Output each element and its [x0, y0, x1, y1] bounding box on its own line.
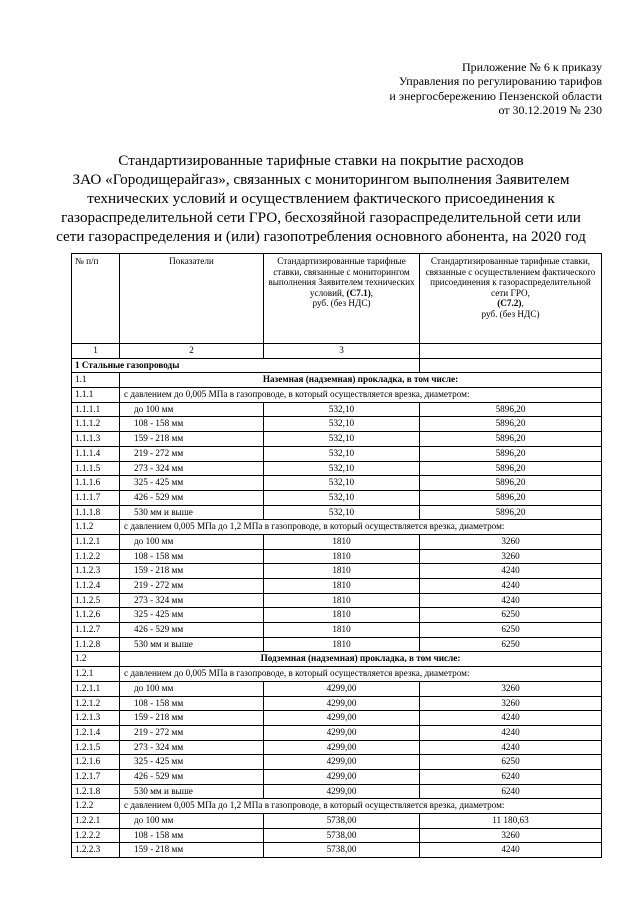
- header-c71: [264, 254, 420, 344]
- group-title: с давлением 0,005 МПа до 1,2 МПа в газопроводе, в который осуществляется врезка, диаметром:: [120, 799, 602, 814]
- row-c71-value: 4299,00: [264, 784, 420, 799]
- section-row: [72, 358, 602, 373]
- row-label: 530 мм и выше: [120, 784, 264, 799]
- row-c71-value: 532,10: [264, 446, 420, 461]
- row-label: 530 мм и выше: [120, 637, 264, 652]
- row-label: 325 - 425 мм: [120, 476, 264, 491]
- row-index: 1.1.1.5: [72, 461, 120, 476]
- row-c71-value: 1810: [264, 608, 420, 623]
- group-1-1-1-rows: [72, 402, 602, 520]
- row-c71-value: 5738,00: [264, 814, 420, 829]
- row-index: 1.1.1.1: [72, 402, 120, 417]
- appendix-line-2: Управления по регулированию тарифов: [398, 74, 602, 89]
- document-title: [40, 151, 602, 246]
- row-label: 159 - 218 мм: [120, 432, 264, 447]
- group-row: [72, 799, 602, 814]
- table-row: [72, 579, 602, 594]
- row-index: 1.2.2.1: [72, 814, 120, 829]
- row-c72-value: 5896,20: [420, 461, 602, 476]
- appendix-line-3: и энергосбережению Пензенской области: [389, 88, 602, 103]
- row-c71-value: 4299,00: [264, 711, 420, 726]
- row-index: 1.2.1.2: [72, 696, 120, 711]
- subsection-title: Наземная (надземная) прокладка, в том числе:: [120, 373, 602, 388]
- group-1-1-2-rows: [72, 534, 602, 652]
- group-title: с давлением до 0,005 МПа в газопроводе, в который осуществляется врезка, диаметром:: [120, 388, 602, 403]
- table-row: [72, 549, 602, 564]
- row-c72-value: 3260: [420, 828, 602, 843]
- row-c72-value: 4240: [420, 725, 602, 740]
- group-idx: 1.1.2: [72, 520, 120, 535]
- row-c72-value: 5896,20: [420, 476, 602, 491]
- row-index: 1.2.2.2: [72, 828, 120, 843]
- row-label: 219 - 272 мм: [120, 446, 264, 461]
- row-c72-value: 6240: [420, 784, 602, 799]
- row-c72-value: 11 180,63: [420, 814, 602, 829]
- appendix-line-1: Приложение № 6 к приказу: [462, 60, 602, 74]
- row-index: 1.2.1.1: [72, 681, 120, 696]
- row-index: 1.1.1.2: [72, 417, 120, 432]
- row-c71-value: 4299,00: [264, 725, 420, 740]
- table-row: [72, 593, 602, 608]
- row-c71-value: 4299,00: [264, 696, 420, 711]
- colnum-4: [420, 344, 602, 359]
- row-index: 1.1.1.6: [72, 476, 120, 491]
- row-label: 108 - 158 мм: [120, 696, 264, 711]
- row-c71-value: 1810: [264, 579, 420, 594]
- group-title: с давлением до 0,005 МПа в газопроводе, в который осуществляется врезка, диаметром:: [120, 667, 602, 682]
- row-c72-value: 5896,20: [420, 417, 602, 432]
- table-row: [72, 769, 602, 784]
- header-indicators: Показатели: [120, 254, 264, 344]
- row-label: до 100 мм: [120, 402, 264, 417]
- row-label: 159 - 218 мм: [120, 843, 264, 858]
- row-c71-value: 532,10: [264, 476, 420, 491]
- appendix-header: [389, 60, 602, 118]
- row-index: 1.2.1.5: [72, 740, 120, 755]
- row-label: 325 - 425 мм: [120, 755, 264, 770]
- header-c71-unit: руб. (без НДС): [312, 298, 371, 309]
- title-line-4: газораспределительной сети ГРО, бесхозяйной газораспределительной сети или: [61, 209, 581, 226]
- row-c71-value: 532,10: [264, 432, 420, 447]
- row-index: 1.2.1.6: [72, 755, 120, 770]
- row-c72-value: 4240: [420, 564, 602, 579]
- row-c72-value: 4240: [420, 843, 602, 858]
- row-c71-value: 1810: [264, 564, 420, 579]
- row-label: 159 - 218 мм: [120, 711, 264, 726]
- row-c72-value: 6250: [420, 637, 602, 652]
- row-c71-value: 4299,00: [264, 755, 420, 770]
- row-label: 108 - 158 мм: [120, 549, 264, 564]
- row-c71-value: 4299,00: [264, 681, 420, 696]
- row-c71-value: 4299,00: [264, 769, 420, 784]
- row-c72-value: 3260: [420, 681, 602, 696]
- table-row: [72, 843, 602, 858]
- table-row: [72, 432, 602, 447]
- row-label: 273 - 324 мм: [120, 461, 264, 476]
- table-row: [72, 784, 602, 799]
- row-label: 273 - 324 мм: [120, 740, 264, 755]
- header-c72: [420, 254, 602, 344]
- row-index: 1.1.2.6: [72, 608, 120, 623]
- row-c71-value: 1810: [264, 637, 420, 652]
- group-1-2-2-rows: [72, 814, 602, 858]
- column-numbers-row: [72, 344, 602, 359]
- row-c71-value: 532,10: [264, 417, 420, 432]
- row-c72-value: 4240: [420, 579, 602, 594]
- row-c72-value: 5896,20: [420, 505, 602, 520]
- table-row: [72, 417, 602, 432]
- table-row: [72, 490, 602, 505]
- table-row: [72, 725, 602, 740]
- empty-cell: [420, 358, 602, 373]
- header-c71-code: (С7.1): [346, 287, 371, 298]
- row-label: 273 - 324 мм: [120, 593, 264, 608]
- group-1-2-1-rows: [72, 681, 602, 799]
- row-label: 530 мм и выше: [120, 505, 264, 520]
- row-label: 159 - 218 мм: [120, 564, 264, 579]
- header-c71-comma: ,: [370, 287, 374, 298]
- row-index: 1.1.1.7: [72, 490, 120, 505]
- appendix-line-4: от 30.12.2019 № 230: [498, 103, 602, 118]
- row-index: 1.1.1.3: [72, 432, 120, 447]
- row-label: 426 - 529 мм: [120, 490, 264, 505]
- subsection-idx: 1.1: [72, 373, 120, 388]
- row-c71-value: 532,10: [264, 505, 420, 520]
- table-row: [72, 534, 602, 549]
- row-label: 219 - 272 мм: [120, 725, 264, 740]
- header-c72-code: (С7.2): [497, 298, 522, 309]
- subsection-idx: 1.2: [72, 652, 120, 667]
- table-header-row: [72, 254, 602, 344]
- table-row: [72, 681, 602, 696]
- group-title: с давлением 0,005 МПа до 1,2 МПа в газопроводе, в который осуществляется врезка, диаметром:: [120, 520, 602, 535]
- row-c72-value: 3260: [420, 534, 602, 549]
- colnum-1: 1: [72, 344, 120, 359]
- table-row: [72, 755, 602, 770]
- table-row: [72, 696, 602, 711]
- subsection-row: [72, 652, 602, 667]
- group-idx: 1.2.1: [72, 667, 120, 682]
- row-label: до 100 мм: [120, 814, 264, 829]
- row-c72-value: 3260: [420, 549, 602, 564]
- title-line-1: Стандартизированные тарифные ставки на покрытие расходов: [118, 152, 524, 169]
- row-label: 219 - 272 мм: [120, 579, 264, 594]
- row-label: 325 - 425 мм: [120, 608, 264, 623]
- subsection-title: Подземная (надземная) прокладка, в том числе:: [120, 652, 602, 667]
- row-c72-value: 4240: [420, 740, 602, 755]
- row-index: 1.2.1.8: [72, 784, 120, 799]
- row-index: 1.1.2.3: [72, 564, 120, 579]
- row-label: 426 - 529 мм: [120, 623, 264, 638]
- table-row: [72, 637, 602, 652]
- header-num: № п/п: [72, 254, 120, 344]
- row-c71-value: 1810: [264, 623, 420, 638]
- header-c72-unit: руб. (без НДС): [481, 308, 540, 319]
- row-c72-value: 5896,20: [420, 402, 602, 417]
- row-index: 1.1.2.1: [72, 534, 120, 549]
- row-c72-value: 6250: [420, 608, 602, 623]
- row-c71-value: 4299,00: [264, 740, 420, 755]
- row-c71-value: 532,10: [264, 490, 420, 505]
- group-row: [72, 388, 602, 403]
- row-label: до 100 мм: [120, 681, 264, 696]
- row-c72-value: 4240: [420, 711, 602, 726]
- table-row: [72, 446, 602, 461]
- title-line-5: сети газораспределения и (или) газопотребления основного абонента, на 2020 год: [56, 228, 586, 245]
- row-index: 1.2.1.3: [72, 711, 120, 726]
- row-index: 1.2.2.3: [72, 843, 120, 858]
- row-index: 1.1.2.2: [72, 549, 120, 564]
- row-index: 1.1.2.7: [72, 623, 120, 638]
- title-line-3: технических условий и осуществлением фактического присоединения к: [87, 190, 555, 207]
- group-idx: 1.1.1: [72, 388, 120, 403]
- row-label: 108 - 158 мм: [120, 828, 264, 843]
- row-c71-value: 1810: [264, 534, 420, 549]
- row-c72-value: 6250: [420, 755, 602, 770]
- row-index: 1.1.1.4: [72, 446, 120, 461]
- group-row: [72, 520, 602, 535]
- row-c71-value: 532,10: [264, 461, 420, 476]
- row-index: 1.1.2.5: [72, 593, 120, 608]
- table-row: [72, 476, 602, 491]
- table-row: [72, 505, 602, 520]
- table-row: [72, 564, 602, 579]
- header-c72-text: Стандартизированные тарифные ставки, связанные с осуществлением фактического присоединения к газораспределительной сети ГРО,: [425, 256, 596, 298]
- row-c72-value: 6240: [420, 769, 602, 784]
- row-c71-value: 1810: [264, 593, 420, 608]
- table-row: [72, 608, 602, 623]
- row-c71-value: 5738,00: [264, 843, 420, 858]
- table-row: [72, 623, 602, 638]
- row-label: 108 - 158 мм: [120, 417, 264, 432]
- row-label: 426 - 529 мм: [120, 769, 264, 784]
- row-index: 1.1.2.4: [72, 579, 120, 594]
- row-c71-value: 532,10: [264, 402, 420, 417]
- row-c72-value: 5896,20: [420, 446, 602, 461]
- row-c71-value: 1810: [264, 549, 420, 564]
- row-index: 1.1.1.8: [72, 505, 120, 520]
- row-index: 1.2.1.4: [72, 725, 120, 740]
- row-c72-value: 5896,20: [420, 490, 602, 505]
- row-label: до 100 мм: [120, 534, 264, 549]
- colnum-3: 3: [264, 344, 420, 359]
- header-c71-text: Стандартизированные тарифные ставки, связанные с мониторингом выполнения Заявителем технических условий,: [268, 256, 415, 298]
- table-row: [72, 402, 602, 417]
- table-row: [72, 740, 602, 755]
- group-row: [72, 667, 602, 682]
- row-index: 1.1.2.8: [72, 637, 120, 652]
- table-row: [72, 828, 602, 843]
- row-index: 1.2.1.7: [72, 769, 120, 784]
- row-c72-value: 3260: [420, 696, 602, 711]
- header-c72-comma: ,: [521, 298, 524, 309]
- table-row: [72, 711, 602, 726]
- row-c72-value: 4240: [420, 593, 602, 608]
- subsection-row: [72, 373, 602, 388]
- section-steel-pipes: 1 Стальные газопроводы: [72, 358, 420, 373]
- group-idx: 1.2.2: [72, 799, 120, 814]
- title-line-2: ЗАО «Городищерайгаз», связанных с мониторингом выполнения Заявителем: [72, 171, 570, 188]
- colnum-2: 2: [120, 344, 264, 359]
- row-c72-value: 6250: [420, 623, 602, 638]
- row-c72-value: 5896,20: [420, 432, 602, 447]
- table-row: [72, 461, 602, 476]
- row-c71-value: 5738,00: [264, 828, 420, 843]
- tariff-table: [71, 253, 602, 858]
- table-row: [72, 814, 602, 829]
